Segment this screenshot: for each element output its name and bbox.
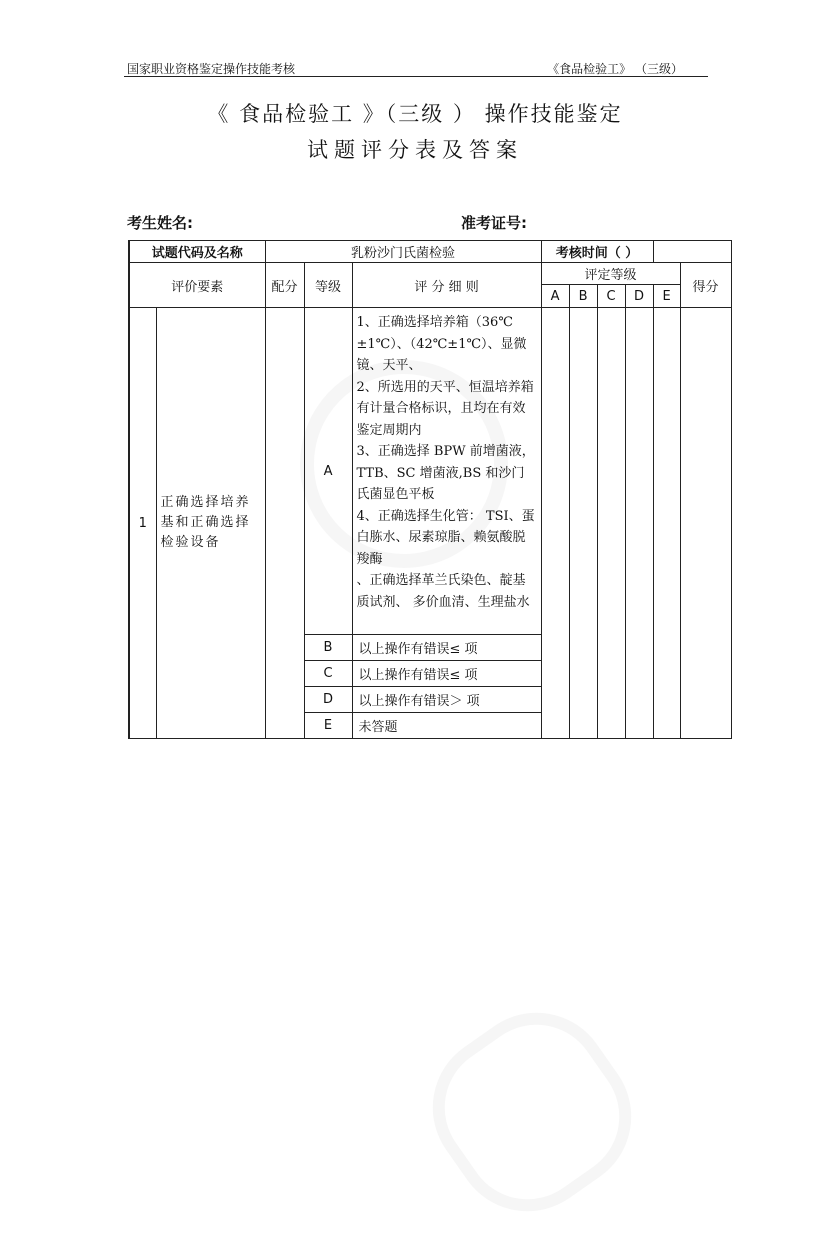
header-rules: 评 分 细 则: [352, 263, 541, 308]
header-element: 评价要素: [129, 263, 265, 308]
item-name: 乳粉沙门氏菌检验: [265, 241, 541, 263]
header-right: 《食品检验工》 （三级）: [547, 62, 683, 76]
level-c: C: [304, 661, 352, 687]
header-score: 得分: [680, 263, 731, 308]
header-level: 等级: [304, 263, 352, 308]
candidate-name-label: 考生姓名:: [127, 214, 193, 232]
grade-e-cell: [653, 308, 680, 739]
grade-c-cell: [597, 308, 625, 739]
level-d: D: [304, 687, 352, 713]
header-left: 国家职业资格鉴定操作技能考核: [127, 62, 296, 76]
header-grade-group: 评定等级: [541, 263, 680, 285]
rule-line-2: 2、所选用的天平、恒温培养箱有计量合格标识，且均在有效鉴定周期内: [356, 379, 534, 438]
header-rule: [124, 76, 708, 77]
rule-line-4: 4、正确选择生化管： TSI、蛋白胨水、尿素琼脂、赖氨酸脱羧酶: [356, 508, 535, 567]
level-e: E: [304, 713, 352, 739]
grade-a-header: A: [541, 285, 569, 308]
rule-line-5: 、正确选择革兰氏染色、靛基质试剂、 多价血清、生理盐水: [356, 573, 530, 610]
ticket-number-label: 准考证号:: [461, 214, 527, 232]
scoring-table: [128, 240, 732, 739]
grade-d-header: D: [625, 285, 653, 308]
watermark-seal-2: [404, 984, 660, 1240]
grade-b-header: B: [569, 285, 597, 308]
title-line-2: 试题评分表及答案: [307, 138, 523, 162]
rule-c: 以上操作有错误≤ 项: [352, 661, 541, 687]
rule-line-3: 3、正确选择 BPW 前增菌液，TTB、SC 增菌液,BS 和沙门氏菌显色平板: [356, 444, 535, 502]
exam-time-label: 考核时间（ ）: [541, 241, 653, 263]
level-b: B: [304, 635, 352, 661]
grade-d-cell: [625, 308, 653, 739]
level-a: A: [304, 308, 352, 635]
header-points: 配分: [265, 263, 304, 308]
rule-line-1: 1、正确选择培养箱（36℃±1℃）、（42℃±1℃）、显微镜、天平、: [356, 315, 527, 373]
rule-d: 以上操作有错误＞ 项: [352, 687, 541, 713]
rules-a: [352, 308, 541, 635]
rule-b: 以上操作有错误≤ 项: [352, 635, 541, 661]
score-cell: [680, 308, 731, 739]
grade-e-header: E: [653, 285, 680, 308]
code-name-label: 试题代码及名称: [129, 241, 265, 263]
grade-b-cell: [569, 308, 597, 739]
rule-e: 未答题: [352, 713, 541, 739]
row-number: 1: [129, 308, 156, 739]
grade-a-cell: [541, 308, 569, 739]
grade-c-header: C: [597, 285, 625, 308]
exam-time-value: [653, 241, 731, 263]
evaluation-element: 正确选择培养基和正确选择检验设备: [156, 308, 265, 739]
points-cell: [265, 308, 304, 739]
title-line-1: 《 食品检验工 》（三级 ） 操作技能鉴定: [207, 102, 623, 126]
